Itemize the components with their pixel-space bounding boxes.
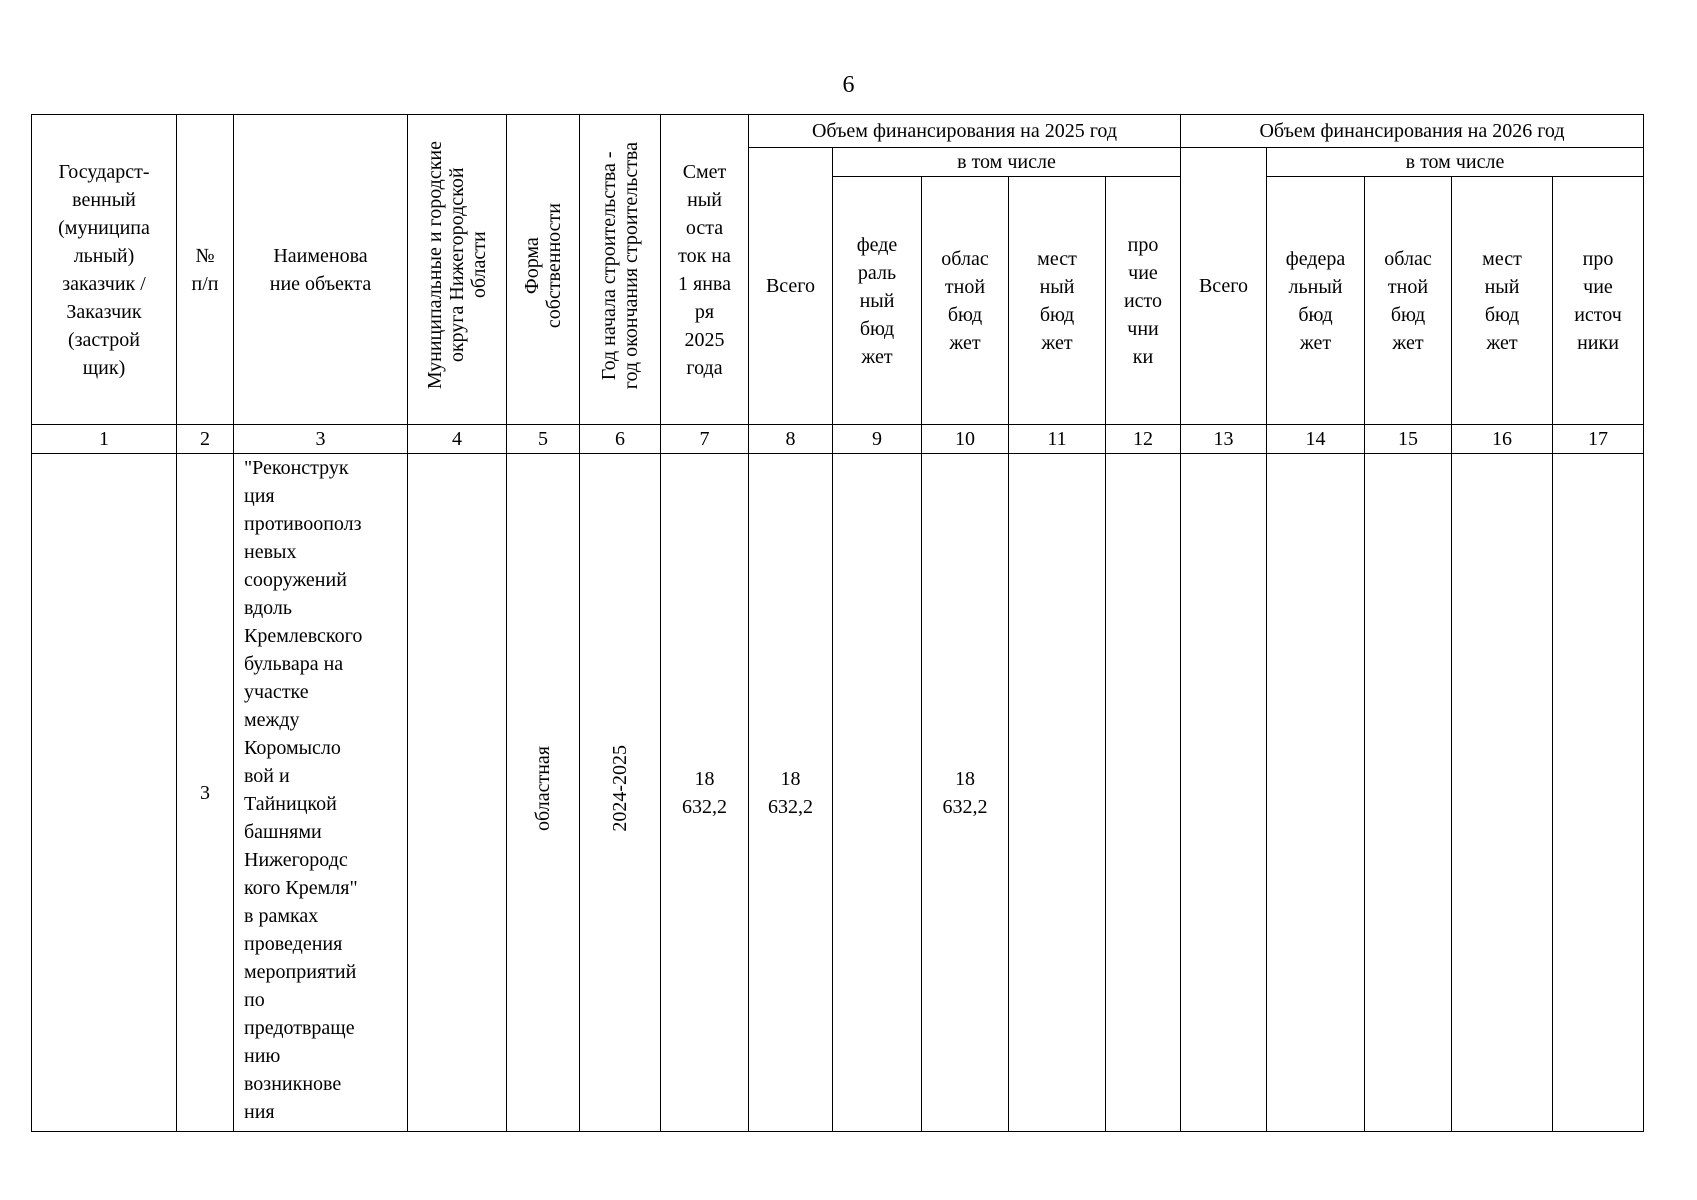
cell-ownership: областная <box>507 454 580 1132</box>
header-ownership: Форма собственности <box>507 115 580 425</box>
header-funding-2025: Объем финансирования на 2025 год <box>749 115 1181 148</box>
column-number-17: 17 <box>1553 425 1644 454</box>
header-funding-2026: Объем финансирования на 2026 год <box>1181 115 1644 148</box>
column-number-16: 16 <box>1452 425 1553 454</box>
column-number-3: 3 <box>234 425 408 454</box>
cell-customer <box>32 454 177 1132</box>
header-municipalities: Муниципальные и городские округа Нижегородской области <box>408 115 507 425</box>
cell-object-name: "Реконструк ция противоополз невых сооружений вдоль Кремлевского бульвара на участке между Коромысло вой и Тайницкой башнями Нижегородс кого Кремля" в рамках проведения мероприятий по предотвраще нию возникнове ния <box>234 454 408 1132</box>
cell-total-2025: 18 632,2 <box>749 454 833 1132</box>
header-regional-2025: облас тной бюд жет <box>922 177 1009 425</box>
column-number-14: 14 <box>1267 425 1365 454</box>
cell-num: 3 <box>177 454 234 1132</box>
column-number-5: 5 <box>507 425 580 454</box>
table-row <box>32 454 1644 1132</box>
column-number-12: 12 <box>1106 425 1181 454</box>
header-total-2025: Всего <box>749 148 833 425</box>
cell-regional-2025: 18 632,2 <box>922 454 1009 1132</box>
cell-local-2025 <box>1009 454 1106 1132</box>
column-number-15: 15 <box>1365 425 1452 454</box>
column-number-11: 11 <box>1009 425 1106 454</box>
cell-years: 2024-2025 <box>580 454 661 1132</box>
cell-total-2026 <box>1181 454 1267 1132</box>
header-remaining: Смет ный оста ток на 1 янва ря 2025 года <box>661 115 749 425</box>
cell-other-2026 <box>1553 454 1644 1132</box>
column-number-4: 4 <box>408 425 507 454</box>
column-numbers-row <box>32 425 1644 454</box>
column-number-8: 8 <box>749 425 833 454</box>
header-total-2026: Всего <box>1181 148 1267 425</box>
header-federal-2025: феде раль ный бюд жет <box>833 177 922 425</box>
header-including-2026: в том числе <box>1267 148 1644 177</box>
column-number-9: 9 <box>833 425 922 454</box>
header-num: № п/п <box>177 115 234 425</box>
header-regional-2026: облас тной бюд жет <box>1365 177 1452 425</box>
cell-municipality <box>408 454 507 1132</box>
page-number: 6 <box>842 72 855 98</box>
column-number-10: 10 <box>922 425 1009 454</box>
header-including-2025: в том числе <box>833 148 1181 177</box>
cell-federal-2025 <box>833 454 922 1132</box>
cell-local-2026 <box>1452 454 1553 1132</box>
header-other-2025: про чие исто чни ки <box>1106 177 1181 425</box>
cell-federal-2026 <box>1267 454 1365 1132</box>
budget-table <box>31 114 1644 1132</box>
cell-remaining: 18 632,2 <box>661 454 749 1132</box>
column-number-6: 6 <box>580 425 661 454</box>
cell-other-2025 <box>1106 454 1181 1132</box>
column-number-7: 7 <box>661 425 749 454</box>
column-number-13: 13 <box>1181 425 1267 454</box>
header-local-2025: мест ный бюд жет <box>1009 177 1106 425</box>
cell-regional-2026 <box>1365 454 1452 1132</box>
header-years: Год начала строительства - год окончания строительства <box>580 115 661 425</box>
column-number-1: 1 <box>32 425 177 454</box>
header-local-2026: мест ный бюд жет <box>1452 177 1553 425</box>
header-federal-2026: федера льный бюд жет <box>1267 177 1365 425</box>
header-other-2026: про чие источ ники <box>1553 177 1644 425</box>
header-customer: Государст- венный (муниципа льный) заказчик / Заказчик (застрой щик) <box>32 115 177 425</box>
column-number-2: 2 <box>177 425 234 454</box>
header-object-name: Наименова ние объекта <box>234 115 408 425</box>
